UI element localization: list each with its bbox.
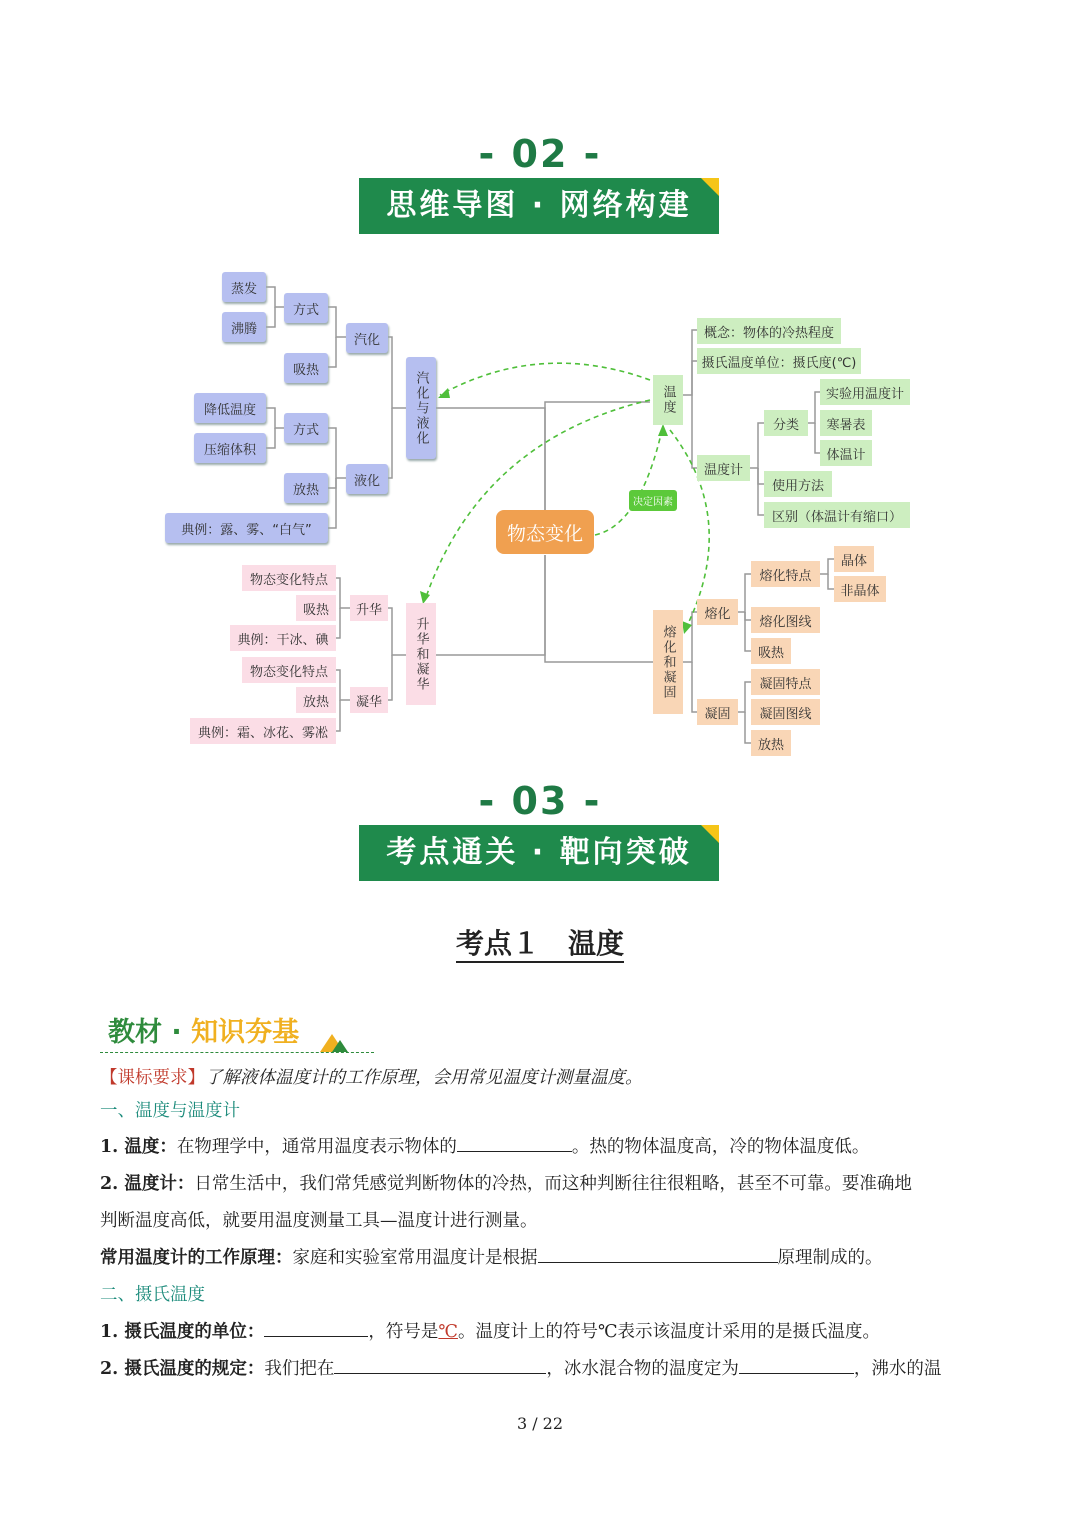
knowledge-heading-dot: · [171,1017,182,1048]
mindmap-factor-label: 决定因素 [629,490,677,511]
mind-map [0,0,1080,760]
para1-text-b: 。热的物体温度高，冷的物体温度低。 [571,1137,870,1157]
requirement-text: 了解液体温度计的工作原理，会用常见温度计测量温度。 [205,1068,643,1088]
mindmap-center-node: 物态变化 [496,510,594,554]
node-solidification-curve: 凝固图线 [751,699,820,725]
knowledge-heading-underline [100,1052,374,1053]
node-melting: 熔化 [697,599,738,625]
node-temperature: 温度 [653,375,683,425]
node-vaporization-methods: 方式 [284,293,328,323]
node-solidification-feature: 凝固特点 [751,669,820,695]
node-sublimation-absorb-heat: 吸热 [296,595,336,621]
node-solidification-release-heat: 放热 [751,730,791,756]
para5-text-b: ，冰水混合物的温度定为 [546,1359,739,1379]
para5-text-c: ，沸水的温 [853,1359,942,1379]
node-melting-absorb-heat: 吸热 [751,638,791,664]
celsius-symbol-answer: ℃ [438,1322,458,1342]
node-liquefaction-example: 典例：露、雾、“白气” [165,513,328,543]
node-deposition-example: 典例：霜、冰花、雾凇 [190,718,336,744]
node-sublimation: 升华 [350,595,388,621]
node-liquefaction-methods: 方式 [284,413,328,443]
node-vaporization-liquefaction: 汽化与液化 [406,357,436,459]
para3-text-b: 原理制成的。 [777,1248,883,1268]
para2-text-a: 日常生活中，我们常凭感觉判断物体的冷热，而这种判断往往很粗略，甚至不可靠。要准确地 [194,1174,912,1194]
node-solidification: 凝固 [697,699,738,725]
node-crystal: 晶体 [834,546,874,572]
para4-label: 1. 摄氏温度的单位： [100,1322,265,1342]
para5-text-a: 我们把在 [264,1359,335,1379]
mountain-icon [318,1030,350,1054]
node-liquefaction-release-heat: 放热 [284,473,328,503]
node-sublimation-example: 典例：干冰、碘 [230,625,336,651]
node-sublimation-deposition: 升华和凝华 [406,603,436,705]
paragraph-working-principle [100,1240,985,1277]
heading-celsius: 二、摄氏温度 [100,1285,205,1305]
curriculum-requirement [100,1060,985,1097]
fill-blank-1[interactable] [457,1131,572,1152]
node-compress-volume: 压缩体积 [194,433,266,463]
topic-title-wrap [0,922,1080,962]
para2-label: 2. 温度计： [100,1174,195,1194]
paragraph-celsius-unit [100,1314,985,1351]
para3-text-a: 家庭和实验室常用温度计是根据 [292,1248,538,1268]
node-deposition: 凝华 [350,687,388,713]
node-lab-thermometer: 实验用温度计 [820,379,910,405]
node-usage-method: 使用方法 [764,471,832,497]
heading-temperature-thermometer: 一、温度与温度计 [100,1101,240,1121]
node-amorphous: 非晶体 [834,576,886,602]
section-banner-title: 思维导图 · 网络构建 [386,188,692,223]
node-lower-temperature: 降低温度 [194,393,266,423]
node-thermometer-difference: 区别（体温计有缩口） [764,502,910,528]
fill-blank-5[interactable] [739,1353,854,1374]
para4-text-b: 。温度计上的符号℃表示该温度计采用的是摄氏温度。 [457,1322,881,1342]
node-vaporization: 汽化 [346,323,388,353]
para4-text-a: ，符号是 [368,1322,439,1342]
section-banner-exam [359,825,719,881]
node-sublimation-feature: 物态变化特点 [242,565,336,591]
paragraph-thermometer-line1 [100,1166,985,1203]
node-deposition-release-heat: 放热 [296,687,336,713]
para3-label: 常用温度计的工作原理： [100,1248,293,1268]
node-melting-curve: 熔化图线 [751,607,820,633]
node-celsius-unit: 摄氏温度单位：摄氏度(℃) [697,348,861,374]
node-evaporation: 蒸发 [222,272,266,302]
section-number-03: - 03 - [478,779,602,823]
mind-map-connectors [0,0,1080,760]
fill-blank-3[interactable] [264,1316,368,1337]
knowledge-heading [108,1010,299,1049]
node-clinical-thermometer: 体温计 [820,440,872,466]
knowledge-heading-part1: 教材 [108,1017,162,1048]
knowledge-heading-part2: 知识夯基 [191,1017,300,1048]
para5-label: 2. 摄氏温度的规定： [100,1359,265,1379]
node-deposition-feature: 物态变化特点 [242,657,336,683]
fill-blank-2[interactable] [538,1242,778,1263]
paragraph-thermometer-line2: 判断温度高低，就要用温度测量工具—温度计进行测量。 [100,1211,538,1231]
node-melting-solidification: 熔化和凝固 [653,610,683,714]
node-liquefaction: 液化 [346,464,388,494]
topic-title: 考点１ 温度 [456,927,624,963]
node-room-thermometer: 寒暑表 [820,410,872,436]
fill-blank-4[interactable] [334,1353,546,1374]
requirement-label: 【课标要求】 [100,1068,205,1088]
node-thermometer: 温度计 [697,455,750,481]
section-banner-title: 考点通关 · 靶向突破 [386,835,692,870]
paragraph-temperature [100,1129,985,1166]
banner-corner-decoration [701,825,719,843]
node-temperature-concept: 概念：物体的冷热程度 [697,318,841,344]
node-boiling: 沸腾 [222,312,266,342]
node-thermometer-types: 分类 [764,410,808,436]
para1-label: 1. 温度： [100,1137,177,1157]
para1-text-a: 在物理学中，通常用温度表示物体的 [176,1137,457,1157]
node-vaporization-absorb-heat: 吸热 [284,353,328,383]
paragraph-celsius-rule [100,1351,985,1388]
node-melting-feature: 熔化特点 [751,561,820,587]
page-number: 3 / 22 [516,1414,564,1433]
section-number-02: - 02 - [478,132,602,176]
